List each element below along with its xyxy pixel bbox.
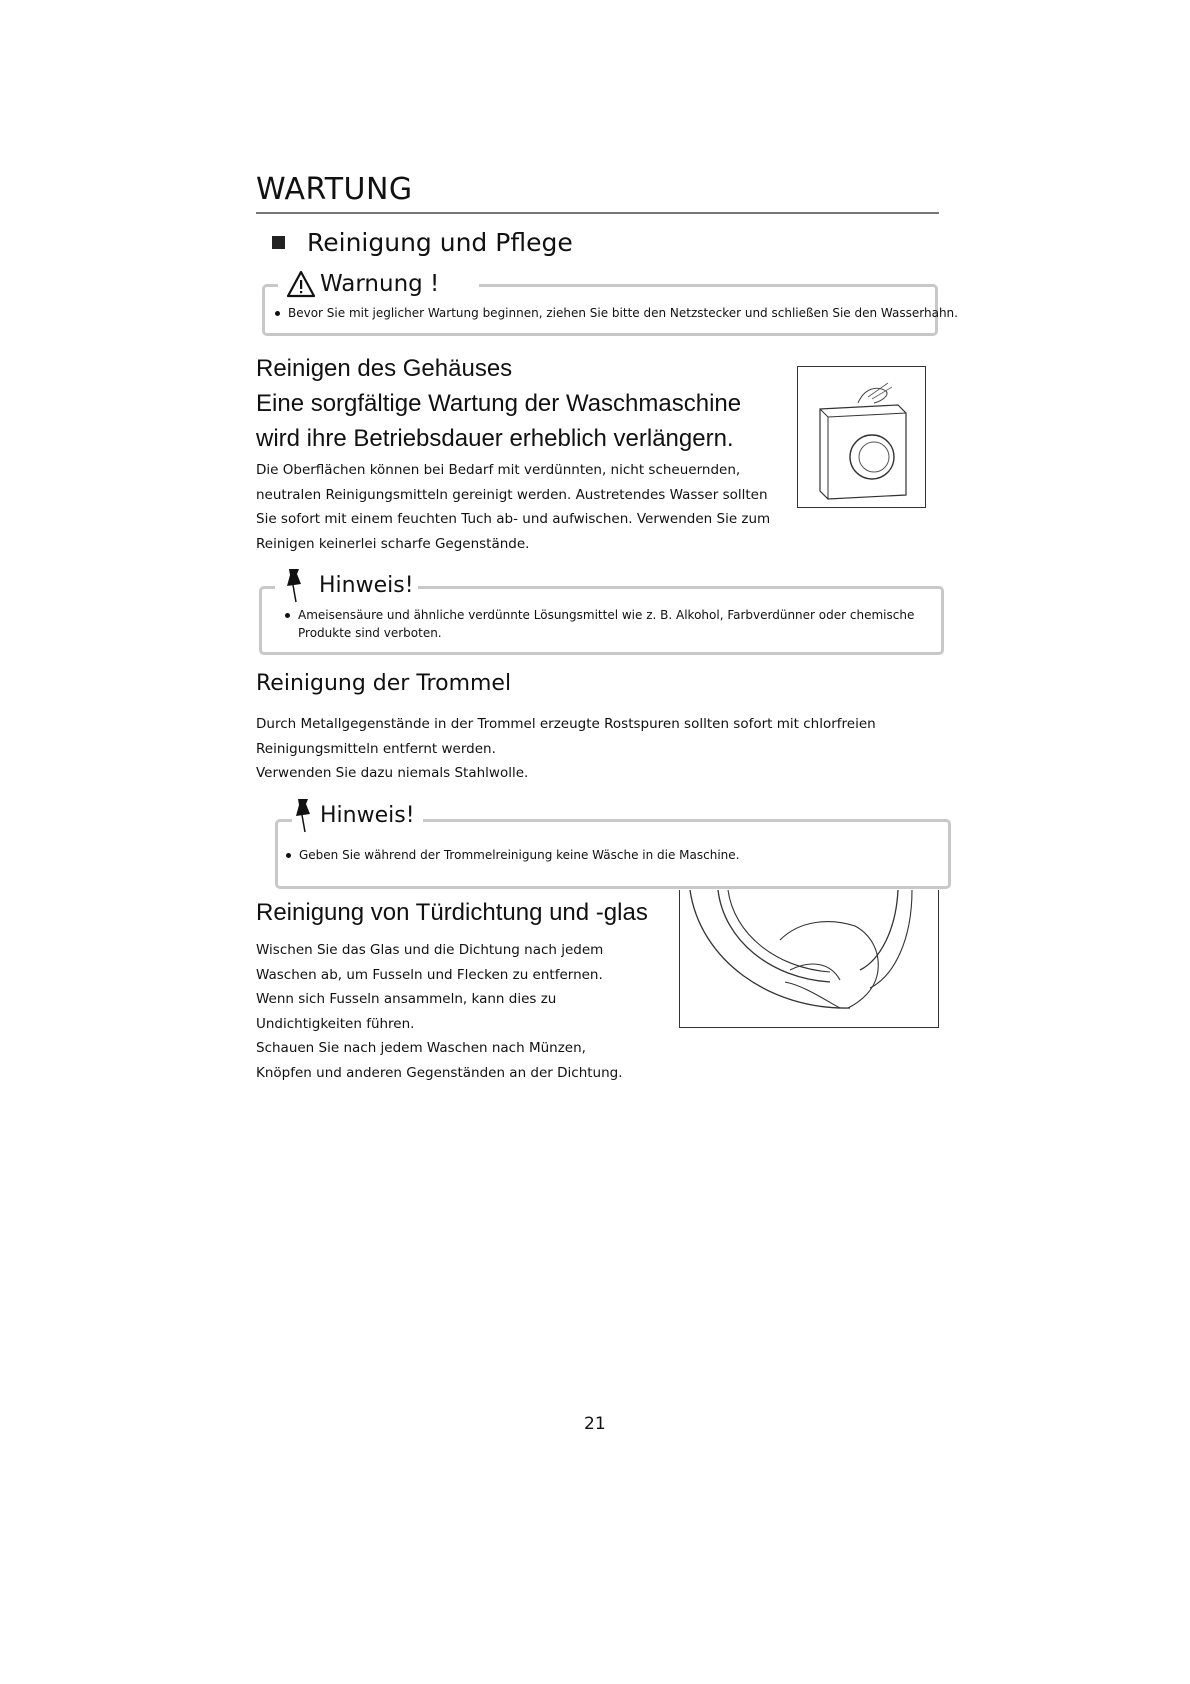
door-paragraph — [256, 938, 623, 1085]
paragraph-line: Sie sofort mit einem feuchten Tuch ab- und aufwischen. Verwenden Sie zum — [256, 511, 771, 527]
door-seal-cleaning-illustration — [679, 890, 939, 1028]
bullet-dot — [285, 613, 290, 618]
housing-heading: Reinigen des Gehäuses — [256, 355, 513, 382]
warning-text: Bevor Sie mit jeglicher Wartung beginnen, ziehen Sie bitte den Netzstecker und schließen Sie den Wasserhahn. — [288, 306, 958, 320]
note-2-header — [292, 797, 423, 833]
pushpin-icon — [294, 796, 316, 834]
washing-machine-icon — [798, 367, 925, 507]
note-2-title: Hinweis! — [320, 802, 415, 828]
door-seal-icon — [680, 890, 938, 1027]
paragraph-line: Wischen Sie das Glas und die Dichtung nach jedem — [256, 942, 604, 958]
paragraph-line: neutralen Reinigungsmitteln gereinigt werden. Austretendes Wasser sollten — [256, 486, 768, 503]
note-1-title: Hinweis! — [319, 572, 414, 598]
square-bullet-icon — [272, 236, 285, 249]
page-number: 21 — [584, 1414, 606, 1434]
paragraph-line: Die Oberflächen können bei Bedarf mit verdünnten, nicht scheuernden, — [256, 462, 741, 478]
bullet-dot — [275, 311, 280, 316]
paragraph-line: Undichtigkeiten führen. — [256, 1015, 415, 1032]
paragraph-line: Verwenden Sie dazu niemals Stahlwolle. — [256, 765, 529, 781]
drum-heading: Reinigung der Trommel — [256, 671, 512, 696]
pushpin-icon — [283, 566, 309, 604]
drum-paragraph — [256, 712, 876, 786]
paragraph-line: Schauen Sie nach jedem Waschen nach Münzen, — [256, 1040, 586, 1056]
washing-machine-cleaning-illustration — [797, 366, 926, 508]
paragraph-line: Reinigen keinerlei scharfe Gegenstände. — [256, 535, 530, 552]
bullet-dot — [286, 853, 291, 858]
note-1-line: Ameisensäure und ähnliche verdünnte Lösungsmittel wie z. B. Alkohol, Farbverdünner oder chemische — [298, 608, 915, 622]
warning-title: Warnung ! — [320, 271, 440, 297]
note-1-header — [275, 567, 418, 603]
note-1-line: Produkte sind verboten. — [298, 626, 442, 640]
housing-subheading-2: wird ihre Betriebsdauer erheblich verlängern. — [256, 425, 734, 452]
note-2-item — [286, 846, 739, 864]
subsection-title — [272, 228, 573, 257]
door-heading: Reinigung von Türdichtung und -glas — [256, 899, 648, 926]
warning-header — [278, 267, 479, 301]
paragraph-line: Wenn sich Fusseln ansammeln, kann dies zu — [256, 991, 557, 1007]
paragraph-line: Reinigungsmitteln entfernt werden. — [256, 740, 496, 757]
title-divider — [256, 212, 939, 214]
paragraph-line: Knöpfen und anderen Gegenständen an der Dichtung. — [256, 1064, 623, 1081]
housing-subheading-1: Eine sorgfältige Wartung der Waschmaschine — [256, 390, 742, 417]
paragraph-line: Durch Metallgegenstände in der Trommel erzeugte Rostspuren sollten sofort mit chlorfreien — [256, 716, 876, 732]
paragraph-line: Waschen ab, um Fusseln und Flecken zu entfernen. — [256, 966, 603, 983]
housing-paragraph — [256, 458, 770, 556]
note-1-item — [285, 606, 914, 642]
section-title: WARTUNG — [256, 172, 413, 207]
note-2-text: Geben Sie während der Trommelreinigung keine Wäsche in die Maschine. — [299, 848, 740, 862]
subsection-title-text: Reinigung und Pflege — [307, 228, 573, 257]
warning-triangle-icon — [286, 270, 316, 298]
warning-item — [275, 304, 958, 322]
